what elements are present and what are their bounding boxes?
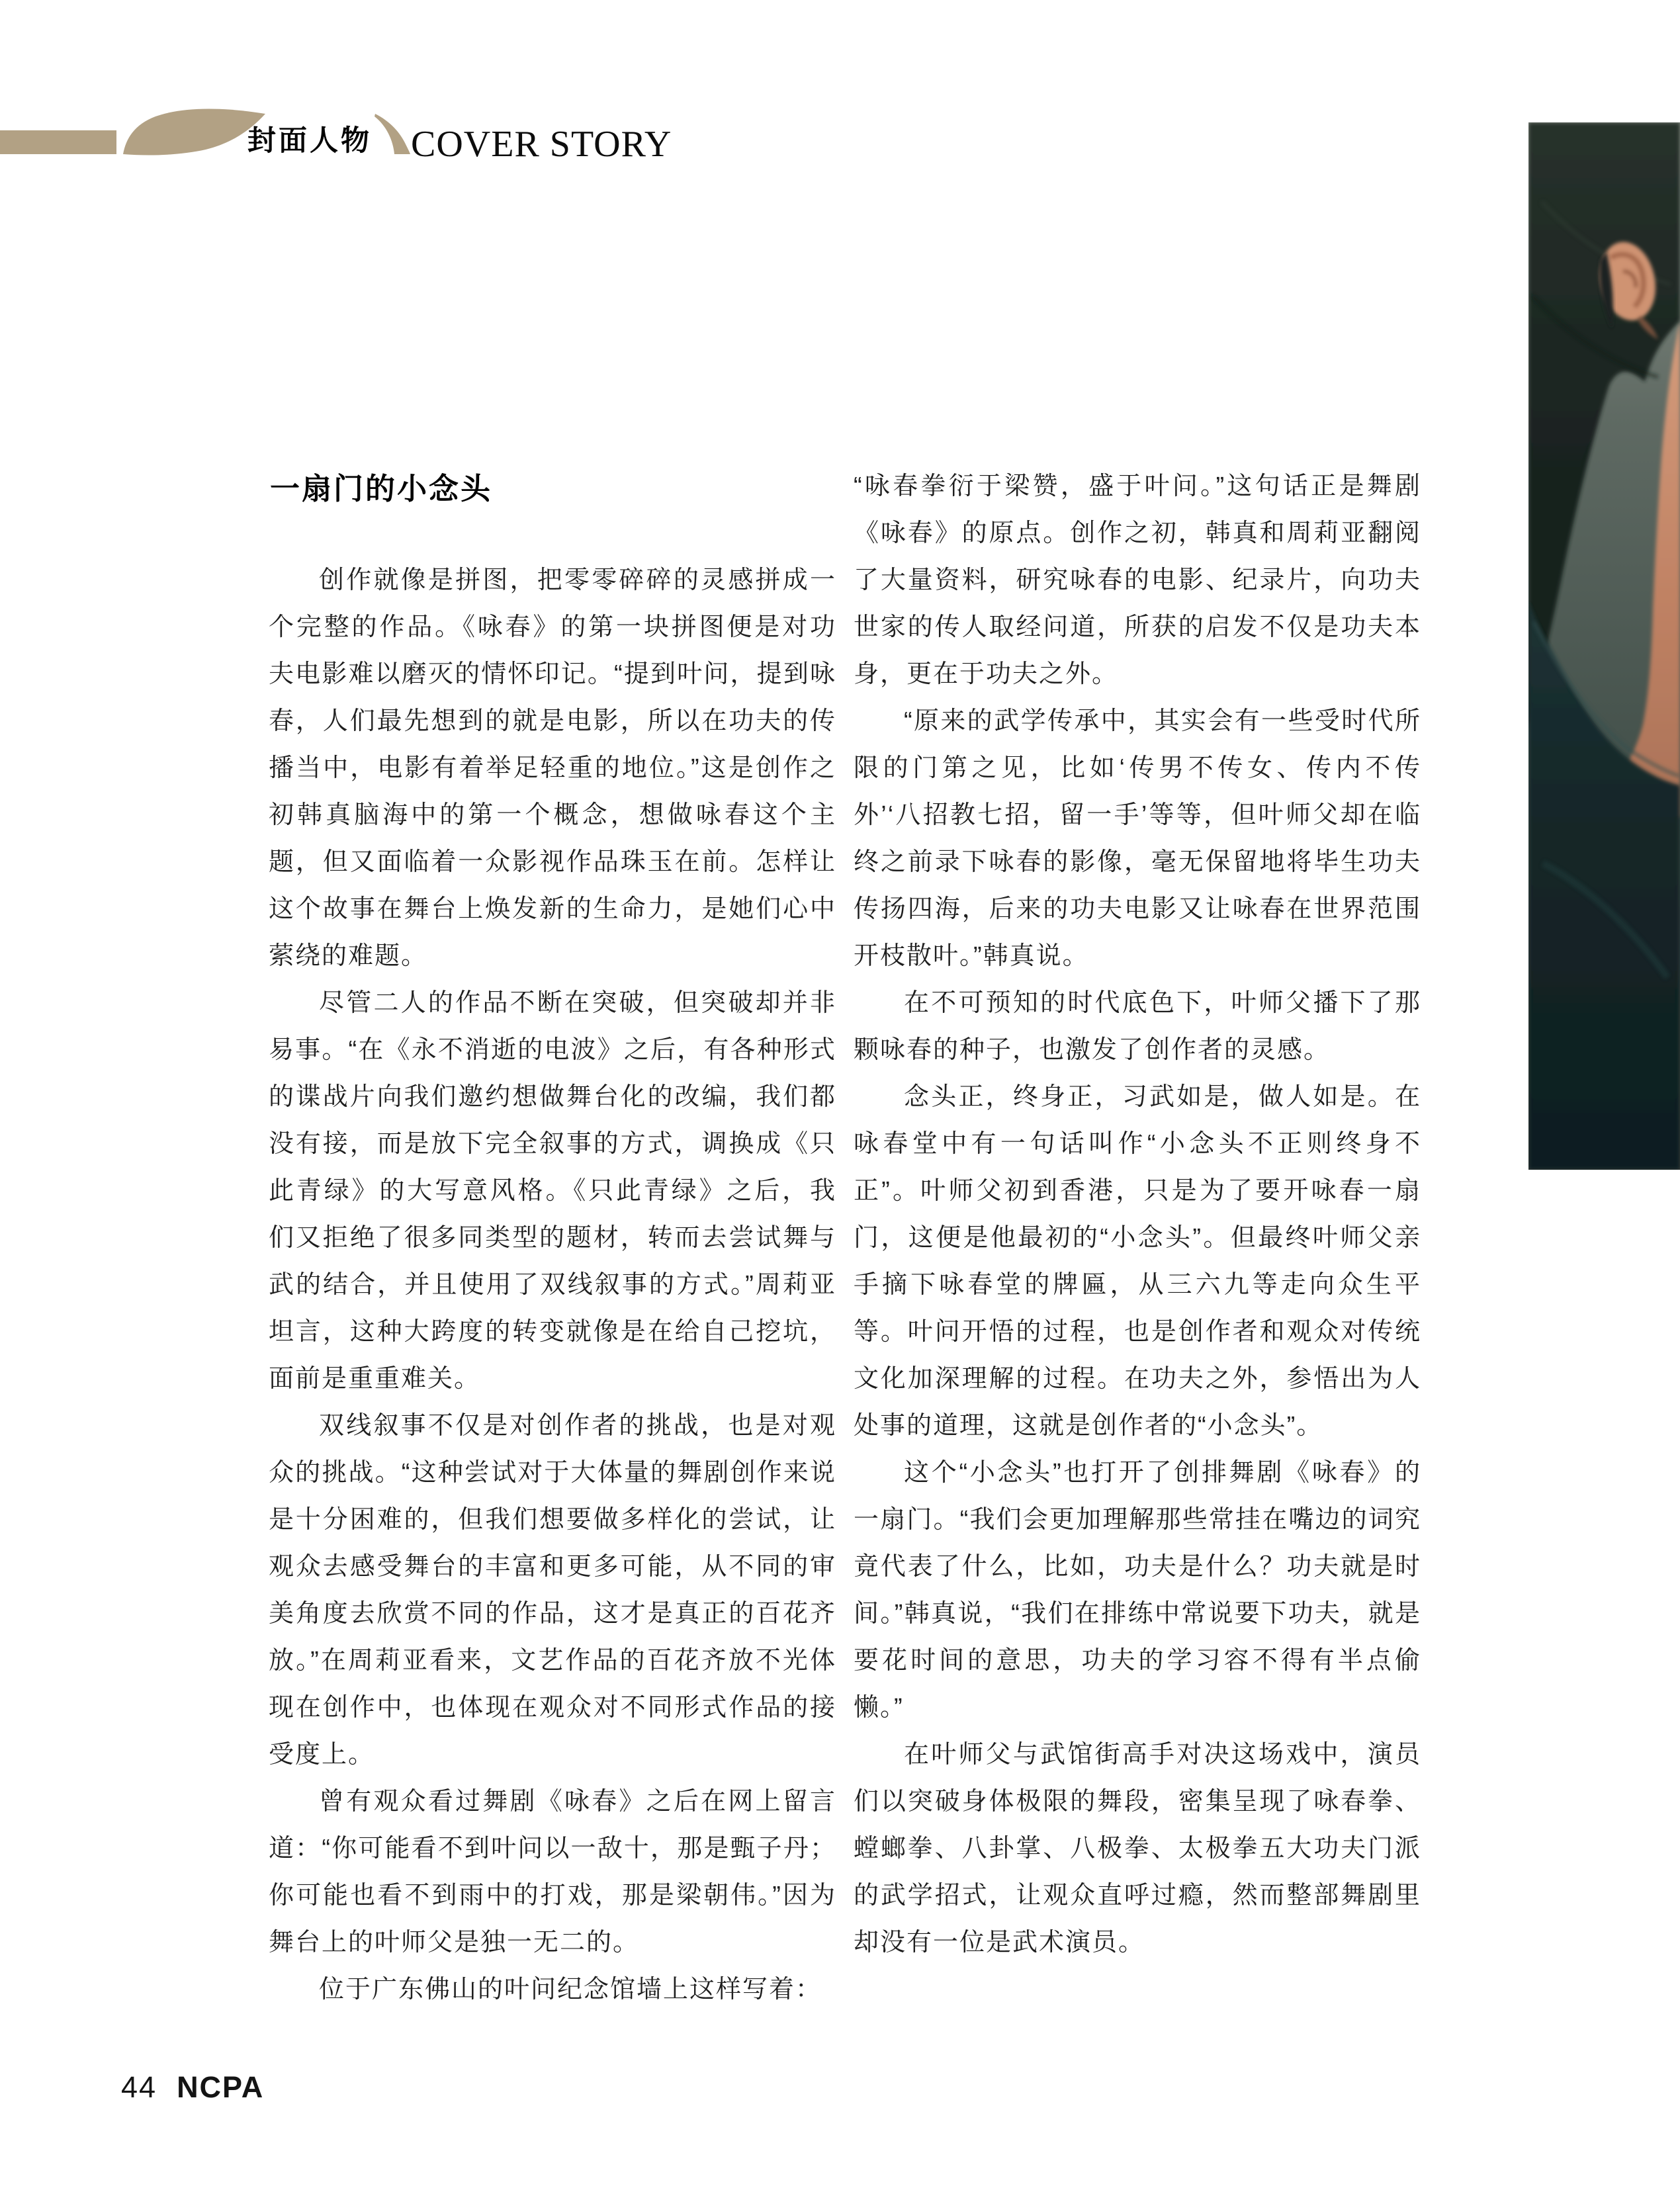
- page-number: 44: [121, 2070, 157, 2104]
- paragraph: 念头正，终身正，习武如是，做人如是。在咏春堂中有一句话叫作“小念头不正则终身不正”。叶师父初到香港，只是为了要开咏春一扇门，这便是他最初的“小念头”。但最终叶师父亲手摘下咏春堂的牌匾，从三六九等走向众生平等。叶问开悟的过程，也是创作者和观众对传统文化加深理解的过程。在功夫之外，参悟出为人处事的道理，这就是创作者的“小念头”。: [854, 1083, 1421, 1440]
- section-title-english: COVER STORY: [411, 124, 672, 165]
- header-bar-shape: [0, 130, 116, 154]
- paragraph: 这个“小念头”也打开了创排舞剧《咏春》的一扇门。“我们会更加理解那些常挂在嘴边的词究竟代表了什么，比如，功夫是什么？功夫就是时间。”韩真说，“我们在排练中常说要下功夫，就是要花时间的意思，功夫的学习容不得有半点偷懒。”: [854, 1459, 1421, 1722]
- paragraph: 曾有观众看过舞剧《咏春》之后在网上留言道：“你可能看不到叶问以一敌十，那是甄子丹；你可能也看不到雨中的打戏，那是梁朝伟。”因为舞台上的叶师父是独一无二的。: [269, 1788, 836, 1956]
- header-fin-shape: [123, 109, 265, 155]
- magazine-brand: NCPA: [177, 2070, 265, 2104]
- header-ribbon-graphic: [0, 99, 463, 172]
- left-column: [269, 557, 836, 2013]
- right-column: [854, 463, 1421, 1966]
- paragraph: 创作就像是拼图，把零零碎碎的灵感拼成一个完整的作品。《咏春》的第一块拼图便是对功夫电影难以磨灭的情怀印记。“提到叶问，提到咏春，人们最先想到的就是电影，所以在功夫的传播当中，电影有着举足轻重的地位。”这是创作之初韩真脑海中的第一个概念，想做咏春这个主题，但又面临着一众影视作品珠玉在前。怎样让这个故事在舞台上焕发新的生命力，是她们心中萦绕的难题。: [269, 566, 836, 970]
- section-title-chinese: 封面人物: [247, 125, 372, 157]
- article-title: 一扇门的小念头: [270, 472, 493, 505]
- paragraph: “原来的武学传承中，其实会有一些受时代所限的门第之见，比如‘传男不传女、传内不传外’‘八招教七招，留一手’等等，但叶师父却在临终之前录下咏春的影像，毫无保留地将毕生功夫传扬四海，后来的功夫电影又让咏春在世界范围开枝散叶。”韩真说。: [854, 707, 1421, 970]
- paragraph: 在不可预知的时代底色下，叶师父播下了那颗咏春的种子，也激发了创作者的灵感。: [854, 989, 1421, 1064]
- paragraph: 尽管二人的作品不断在突破，但突破却并非易事。“在《永不消逝的电波》之后，有各种形式的谍战片向我们邀约想做舞台化的改编，我们都没有接，而是放下完全叙事的方式，调换成《只此青绿》的大写意风格。《只此青绿》之后，我们又拒绝了很多同类型的题材，转而去尝试舞与武的结合，并且使用了双线叙事的方式。”周莉亚坦言，这种大跨度的转变就像是在给自己挖坑，面前是重重难关。: [269, 989, 836, 1393]
- profile-photo: [1528, 122, 1680, 1170]
- header-swoosh-shape: [375, 114, 410, 154]
- paragraph: 位于广东佛山的叶问纪念馆墙上这样写着：: [319, 1976, 822, 2003]
- paragraph: 在叶师父与武馆街高手对决这场戏中，演员们以突破身体极限的舞段，密集呈现了咏春拳、螳螂拳、八卦掌、八极拳、太极拳五大功夫门派的武学招式，让观众直呼过瘾，然而整部舞剧里却没有一位是武术演员。: [854, 1741, 1421, 1956]
- paragraph: 双线叙事不仅是对创作者的挑战，也是对观众的挑战。“这种尝试对于大体量的舞剧创作来说是十分困难的，但我们想要做多样化的尝试，让观众去感受舞台的丰富和更多可能，从不同的审美角度去欣赏不同的作品，这才是真正的百花齐放。”在周莉亚看来，文艺作品的百花齐放不光体现在创作中，也体现在观众对不同形式作品的接受度上。: [269, 1412, 836, 1769]
- paragraph: “咏春拳衍于梁赞，盛于叶问。”这句话正是舞剧《咏春》的原点。创作之初，韩真和周莉亚翻阅了大量资料，研究咏春的电影、纪录片，向功夫世家的传人取经问道，所获的启发不仅是功夫本身，更在于功夫之外。: [854, 472, 1421, 688]
- profile-photo-canvas: [1528, 122, 1680, 1170]
- page-footer: [121, 2071, 264, 2104]
